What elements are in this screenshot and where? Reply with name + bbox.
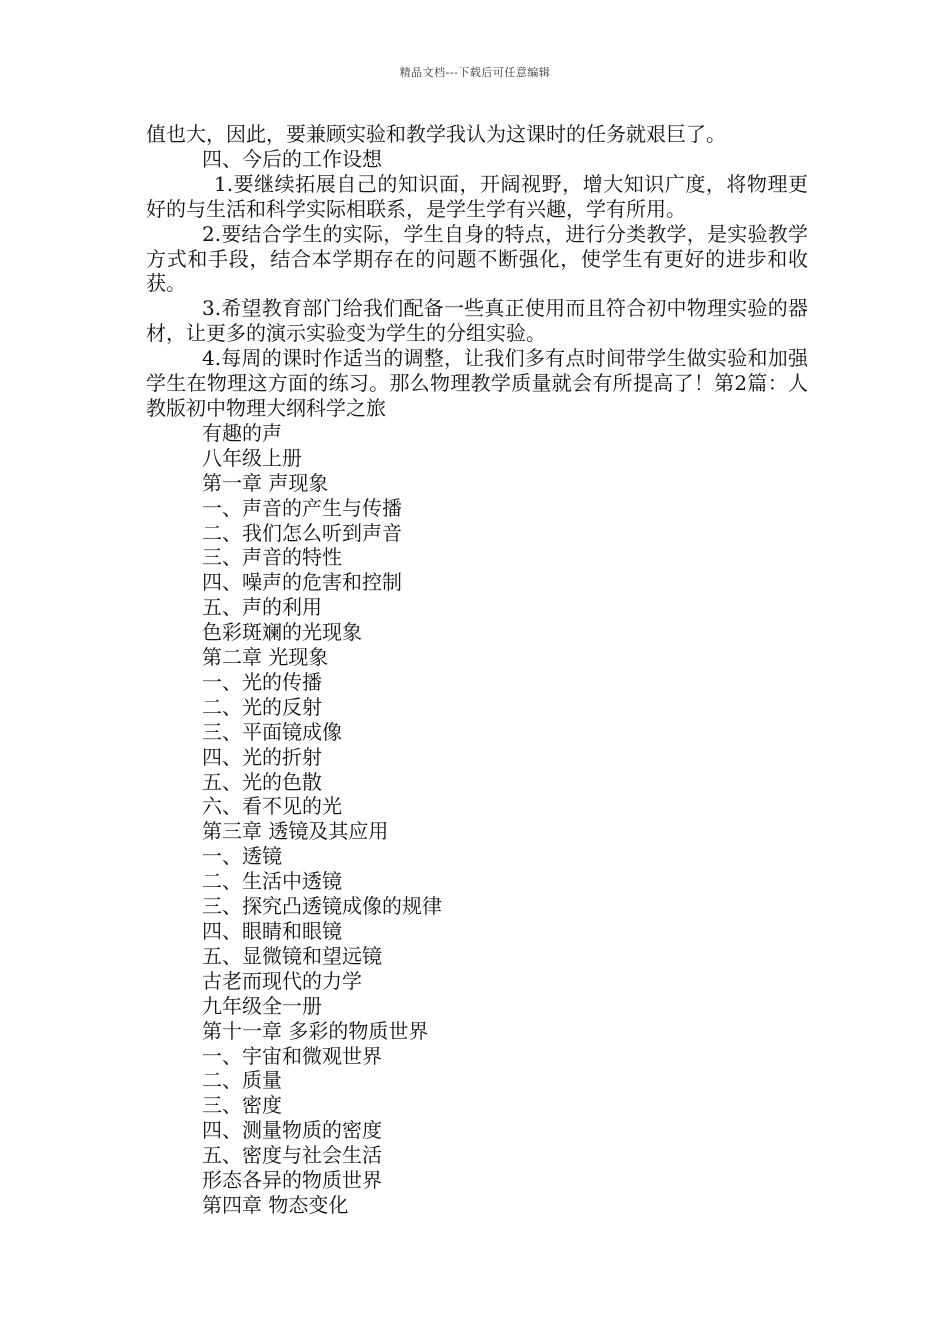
plan-item-1: 1.要继续拓展自己的知识面，开阔视野，增大知识广度，将物理更好的与生活和科学实际相联系，是学生学有兴趣，学有所用。 <box>146 171 808 221</box>
toc-line: 四、噪声的危害和控制 <box>202 570 402 595</box>
page-header: 精品文档---下载后可任意编辑 <box>399 66 551 79</box>
document-body <box>146 122 808 1218</box>
toc-line: 三、密度 <box>202 1093 282 1118</box>
toc-line: 三、平面镜成像 <box>202 719 342 744</box>
toc-line: 二、生活中透镜 <box>202 869 342 894</box>
toc-line: 第二章 光现象 <box>202 645 329 670</box>
paragraph-continuation: 值也大，因此，要兼顾实验和教学我认为这课时的任务就艰巨了。 <box>146 122 726 146</box>
toc-line: 四、光的折射 <box>202 744 322 769</box>
plan-item-2: 2.要结合学生的实际，学生自身的特点，进行分类教学，是实验教学方式和手段，结合本学期存在的问题不断强化，使学生有更好的进步和收获。 <box>146 221 808 296</box>
toc-line: 二、光的反射 <box>202 694 322 719</box>
toc-line: 四、眼睛和眼镜 <box>202 919 342 943</box>
toc-line: 五、声的利用 <box>202 595 322 620</box>
toc-line: 形态各异的物质世界 <box>202 1168 382 1193</box>
toc-line: 一、宇宙和微观世界 <box>202 1043 382 1068</box>
toc-line: 三、探究凸透镜成像的规律 <box>202 894 442 919</box>
toc-line: 一、光的传播 <box>202 669 322 694</box>
toc-line: 有趣的声 <box>202 420 282 445</box>
toc-line: 古老而现代的力学 <box>202 968 362 993</box>
toc-line: 第一章 声现象 <box>202 470 329 495</box>
plan-item-4: 4.每周的课时作适当的调整，让我们多有点时间带学生做实验和加强学生在物理这方面的练习。那么物理教学质量就会有所提高了！第2篇：人教版初中物理大纲科学之旅 <box>146 346 808 420</box>
plan-item-3: 3.希望教育部门给我们配备一些真正使用而且符合初中物理实验的器材，让更多的演示实验变为学生的分组实验。 <box>146 296 808 346</box>
toc-line: 三、声音的特性 <box>202 545 342 570</box>
toc-line: 九年级全一册 <box>202 993 322 1018</box>
toc-line: 五、光的色散 <box>202 769 322 794</box>
toc-line: 八年级上册 <box>202 445 302 470</box>
toc-line: 第十一章 多彩的物质世界 <box>202 1018 429 1043</box>
toc-line: 四、测量物质的密度 <box>202 1118 382 1143</box>
toc-line: 第四章 物态变化 <box>202 1192 349 1217</box>
toc-line: 一、声音的产生与传播 <box>202 495 402 520</box>
toc-line: 五、显微镜和望远镜 <box>202 943 382 968</box>
toc-line: 第三章 透镜及其应用 <box>202 819 389 844</box>
toc-line: 二、我们怎么听到声音 <box>202 520 402 545</box>
toc-line: 五、密度与社会生活 <box>202 1143 382 1168</box>
toc-line: 色彩斑斓的光现象 <box>202 620 362 645</box>
toc-line: 二、质量 <box>202 1068 282 1093</box>
toc-line: 一、透镜 <box>202 844 282 869</box>
table-of-contents <box>146 421 808 1218</box>
section-heading: 四、今后的工作设想 <box>202 146 382 171</box>
toc-line: 六、看不见的光 <box>202 794 342 819</box>
